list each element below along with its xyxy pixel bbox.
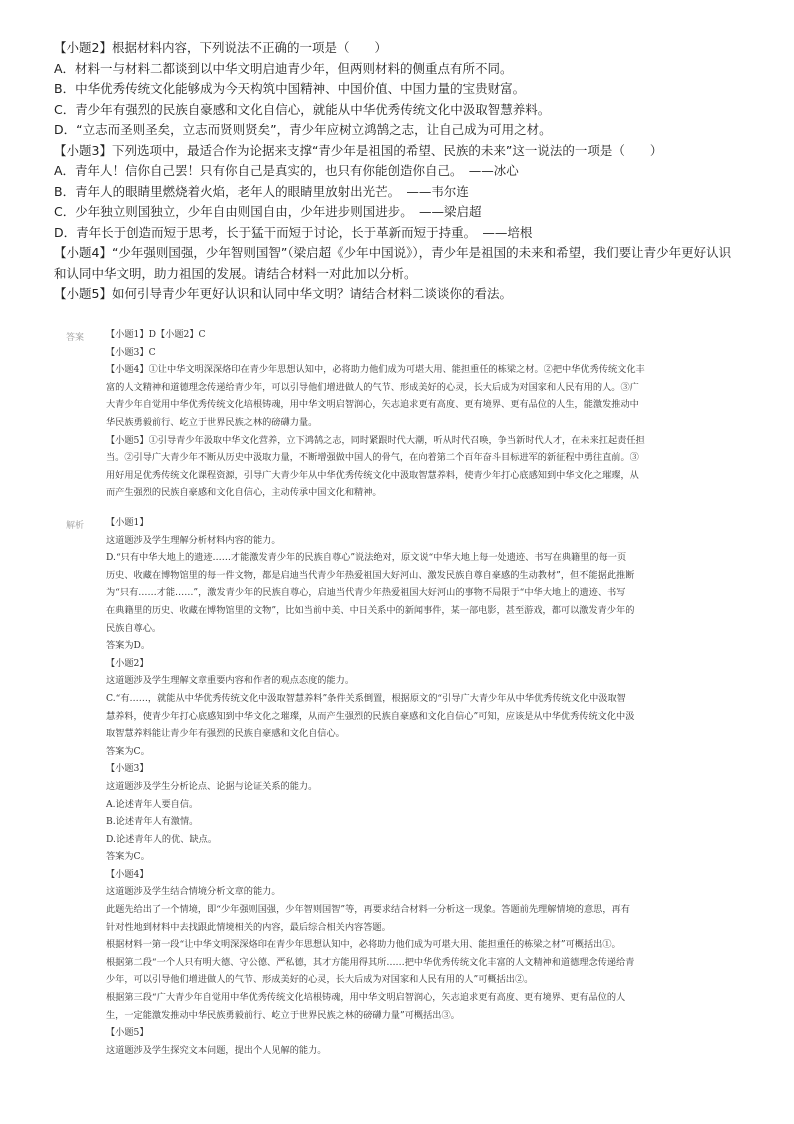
question-line: A．材料一与材料二都谈到以中华文明启迪青少年，但两则材料的侧重点有所不同。 — [54, 60, 513, 76]
analysis-line: 答案为D。 — [106, 640, 151, 652]
analysis-label: 解析 — [66, 521, 85, 531]
analysis-line: 【小题1】 — [106, 517, 149, 528]
answer-line: 【小题3】C — [106, 346, 156, 358]
answer-line: 【小题4】①让中华文明深深烙印在青少年思想认知中，必将助力他们成为可堪大用、能担重任的栋梁之材。②把中华优秀传统文化丰 — [106, 364, 645, 376]
question-line: 【小题3】下列选项中，最适合作为论据来支撑“青少年是祖国的希望、民族的未来”这一说法的一项是（ ） — [54, 142, 663, 158]
analysis-line: D.“只有中华大地上的遗迹……才能激发青少年的民族自尊心”说法绝对，原文说“中华大地上每一处遗迹、书写在典籍里的每一页 — [106, 552, 627, 564]
analysis-line: D.论述青年人的优、缺点。 — [106, 833, 218, 845]
analysis-line: 这道题涉及学生理解文章重要内容和作者的观点态度的能力。 — [106, 675, 355, 687]
analysis-line: A.论述青年人要自信。 — [106, 798, 199, 810]
answer-line: 【小题5】①引导青少年汲取中华文化营养，立下鸿鹄之志，同时紧跟时代大潮，听从时代召唤，争当新时代人才，在未来扛起责任担 — [106, 434, 645, 446]
analysis-line: 【小题4】 — [106, 868, 149, 880]
analysis-line: 根据材料一第一段“让中华文明深深烙印在青少年思想认知中，必将助力他们成为可堪大用、能担重任的栋梁之材”可概括出①。 — [106, 939, 621, 951]
analysis-line: 在典籍里的历史、收藏在博物馆里的文物”，比如当前中美、中日关系中的新闻事件，某一部电影，甚至游戏，都可以激发青少年的 — [106, 604, 635, 616]
analysis-line: 历史、收藏在博物馆里的每一件文物，都是启迪当代青少年热爱祖国大好河山、激发民族自尊自豪感的生动教材”，但不能据此推断 — [106, 569, 635, 581]
analysis-line: 这道题涉及学生理解分析材料内容的能力。 — [106, 534, 281, 546]
question-line: 【小题4】“少年强则国强，少年智则国智”（梁启超《少年中国说》），青少年是祖国的未来和希望，我们要让青少年更好认识 — [54, 245, 732, 260]
question-line: D．青年长于创造而短于思考，长于猛干而短于讨论，长于革新而短于持重。 ——培根 — [54, 224, 533, 240]
analysis-line: 民族自尊心。 — [106, 622, 162, 634]
analysis-line: 慧养料，使青少年打心底感知到中华文化之璀璨，从而产生强烈的民族自豪感和文化自信心”可知，应该是从中华优秀传统文化中汲 — [106, 710, 635, 722]
answer-line: 富的人文精神和道德理念传递给青少年，可以引导他们增进做人的气节、形成美好的心灵，长大后成为对国家和人民有用的人。③广 — [106, 381, 639, 393]
analysis-line: 根据第三段“广大青少年自觉用中华优秀传统文化培根铸魂，用中华文明启智润心，矢志追求更有高度、更有境界、更有品位的人 — [106, 992, 626, 1004]
answer-label: 答案 — [66, 333, 85, 343]
analysis-line: B.论述青年人有激情。 — [106, 816, 199, 828]
answer-line: 大青少年自觉用中华优秀传统文化培根铸魂，用中华文明启智润心，矢志追求更有高度、更有境界、更有品位的人生，能激发推动中 — [106, 399, 639, 411]
answer-line: 用好用足优秀传统文化课程资源，引导广大青少年从中华优秀传统文化中汲取智慧养料，使青少年打心底感知到中华文化之璀璨，从 — [106, 469, 639, 481]
analysis-line: C.“有……，就能从中华优秀传统文化中汲取智慧养料”条件关系倒置，根据原文的“引导广大青少年从中华优秀传统文化中汲取智 — [106, 692, 626, 704]
question-line: B．青年人的眼睛里燃烧着火焰，老年人的眼睛里放射出光芒。 ——韦尔连 — [54, 183, 469, 199]
answer-line: 【小题1】D【小题2】C — [106, 329, 206, 340]
answer-section — [106, 326, 764, 502]
question-line: 【小题2】根据材料内容，下列说法不正确的一项是（ ） — [54, 40, 387, 55]
question-line: A．青年人！信你自己罢！只有你自己是真实的，也只有你能创造你自己。 ——冰心 — [54, 163, 519, 178]
analysis-line: 【小题2】 — [106, 657, 149, 669]
question-line: 和认同中华文明，助力祖国的发展。请结合材料一对此加以分析。 — [54, 265, 417, 281]
question-line: 【小题5】如何引导青少年更好认识和认同中华文明？请结合材料二谈谈你的看法。 — [54, 286, 512, 301]
analysis-line: 取智慧养料能让青少年有强烈的民族自豪感和文化自信心。 — [106, 728, 345, 740]
analysis-line: 根据第二段“一个人只有明大德、守公德、严私德，其才方能用得其所……把中华优秀传统文化丰富的人文精神和道德理念传递给青 — [106, 956, 635, 968]
analysis-line: 少年，可以引导他们增进做人的气节、形成美好的心灵，长大后成为对国家和人民有用的人”可概括出②。 — [106, 974, 534, 986]
analysis-section — [106, 514, 764, 1059]
question-line: C．青少年有强烈的民族自豪感和文化自信心，就能从中华优秀传统文化中汲取智慧养料。 — [54, 101, 551, 117]
analysis-line: 这道题涉及学生分析论点、论据与论证关系的能力。 — [106, 780, 318, 792]
analysis-line: 为“只有……才能……”，激发青少年的民族自尊心，启迪当代青少年热爱祖国大好河山的事物不局限于“中华大地上的遗迹、书写 — [106, 587, 626, 599]
analysis-line: 【小题3】 — [106, 763, 149, 775]
analysis-line: 针对性地到材料中去找跟此情境相关的内容，最后综合相关内容答题。 — [106, 921, 391, 933]
analysis-line: 此题先给出了一个情境，即“少年强则国强，少年智则国智”等，再要求结合材料一分析这一现象。答题前先理解情境的意思，再有 — [106, 904, 630, 916]
analysis-line: 答案为C。 — [106, 851, 150, 863]
answer-line: 华民族勇毅前行、屹立于世界民族之林的磅礴力量。 — [106, 416, 318, 428]
analysis-line: 【小题5】 — [106, 1027, 149, 1039]
question-line: D．“立志而圣则圣矣，立志而贤则贤矣”，青少年应树立鸿鹄之志，让自己成为可用之材。 — [54, 122, 552, 137]
answer-line: 而产生强烈的民族自豪感和文化自信心，主动传承中国文化和精神。 — [106, 487, 382, 499]
question-line: B．中华优秀传统文化能够成为今天构筑中国精神、中国价值、中国力量的宝贵财富。 — [54, 81, 526, 96]
question-section — [54, 38, 764, 305]
analysis-line: 生，一定能激发推动中华民族勇毅前行、屹立于世界民族之林的磅礴力量”可概括出③。 — [106, 1009, 460, 1021]
analysis-line: 这道题涉及学生探究文本问题，提出个人见解的能力。 — [106, 1044, 327, 1056]
analysis-line: 答案为C。 — [106, 745, 150, 757]
answer-line: 当。②引导广大青少年不断从历史中汲取力量，不断增强做中国人的骨气，在向着第二个百年奋斗目标进军的新征程中勇往直前。③ — [106, 452, 639, 464]
analysis-line: 这道题涉及学生结合情境分析文章的能力。 — [106, 886, 281, 898]
question-line: C．少年独立则国独立，少年自由则国自由，少年进步则国进步。 ——梁启超 — [54, 204, 482, 219]
